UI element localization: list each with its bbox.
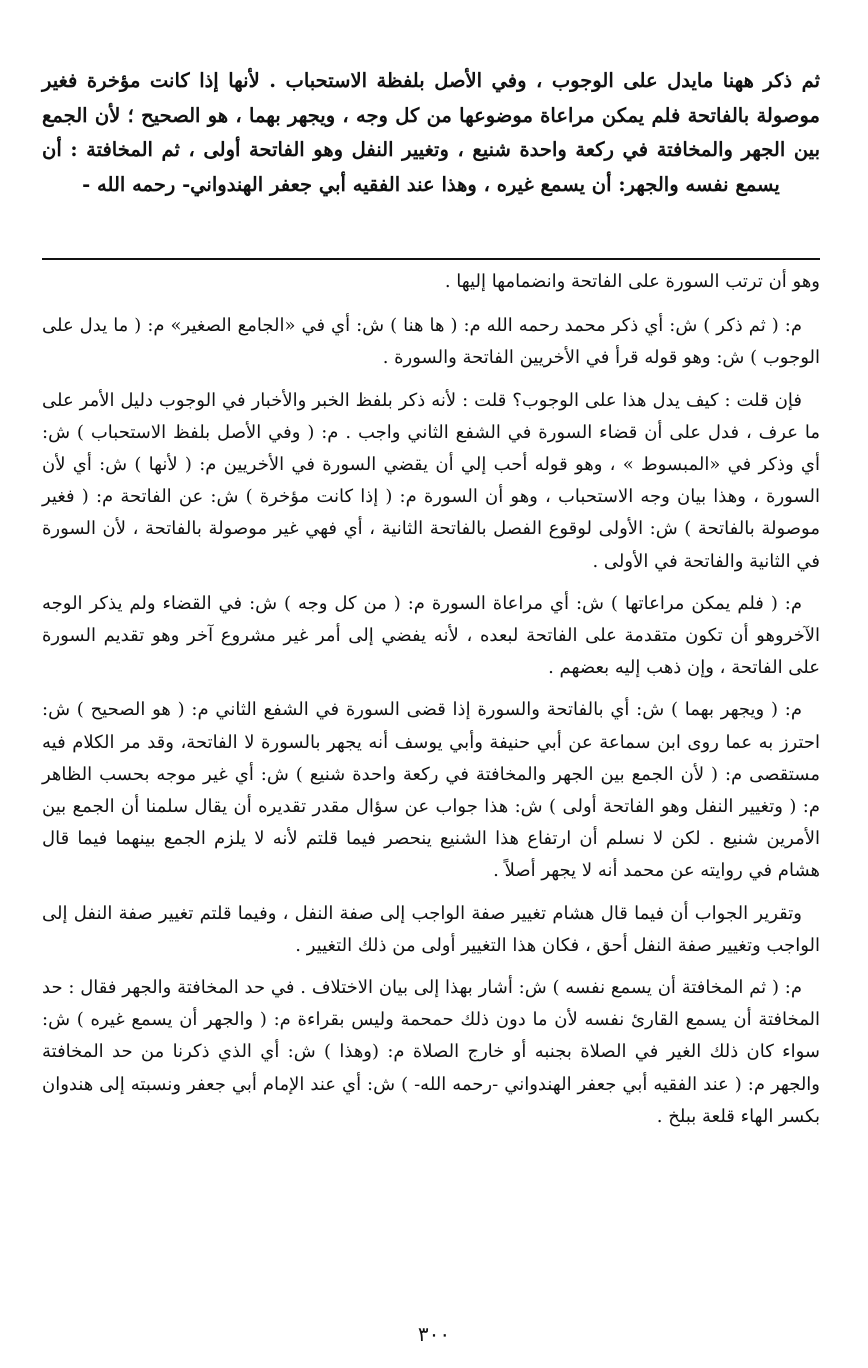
sharh-paragraph-6: م: ( ثم المخافتة أن يسمع نفسه ) ش: أشار بهذا إلى بيان الاختلاف . في حد المخافتة والجهر فقال : حد المخافتة أن يسمع القارئ نفسه لأن ما دون ذلك حمحمة وليس بقراءة م: ( والجهر أن يسمع غيره ) ش: سواء كان ذلك الغير في الصلاة بجنبه أو خارج الصلاة م: (وهذا ) ش: أي الذي ذكرنا من حد المخافتة والجهر م: ( عند الفقيه أبي جعفر الهندواني -رحمه الله- ) ش: أي عند الإمام أبي جعفر ونسبته إلى هندوان بكسر الهاء قلعة ببلخ .	[42, 977, 820, 1127]
sharh-paragraph-5: وتقرير الجواب أن فيما قال هشام تغيير صفة الواجب إلى صفة النفل ، وفيما قلتم تغيير صفة النفل إلى الواجب وتغيير صفة النفل أحق ، فكان هذا التغيير أولى من ذلك التغيير .	[42, 902, 820, 956]
sharh-paragraph-4: م: ( ويجهر بهما ) ش: أي بالفاتحة والسورة إذا قضى السورة في الشفع الثاني م: ( هو الصحيح ) ش: احترز به عما روى ابن سماعة عن أبي حنيفة وأبي يوسف أنه يجهر بالسورة لا الفاتحة، وقد مر الكلام فيه مستقصى م: ( لأن الجمع بين الجهر والمخافتة في ركعة واحدة شنيع ) ش: أي غير موجه بحسب الظاهر م: ( وتغيير النفل وهو الفاتحة أولى ) ش: هذا جواب عن سؤال مقدر تقديره أن يقال سلمنا أن الجمع بين الأمرين شنيع . لكن لا نسلم أن ارتفاع هذا الشنيع ينحصر فيما قلتم لأنه لا يلزم الجمع بينهما فيما قال هشام في روايته عن محمد أنه لا يجهر أصلاً .	[42, 699, 820, 882]
page-number: ٣٠٠	[417, 1322, 451, 1346]
sharh-text-block	[42, 266, 820, 1143]
sharh-paragraph-1: م: ( ثم ذكر ) ش: أي ذكر محمد رحمه الله م: ( ها هنا ) ش: أي في «الجامع الصغير» م: ( ما يدل على الوجوب ) ش: وهو قوله قرأ في الأخريين الفاتحة والسورة .	[42, 315, 820, 369]
separator-line	[42, 258, 820, 260]
matn-paragraph: ثم ذكر ههنا مايدل على الوجوب ، وفي الأصل بلفظة الاستحباب . لأنها إذا كانت مؤخرة فغير موصولة بالفاتحة فلم يمكن مراعاة موضوعها من كل وجه ، ويجهر بهما ، هو الصحيح ؛ لأن الجمع بين الجهر والمخافتة في ركعة واحدة شنيع ، وتغيير النفل وهو الفاتحة أولى ، ثم المخافتة : أن يسمع نفسه والجهر: أن يسمع غيره ، وهذا عند الفقيه أبي جعفر الهندواني- رحمه الله -	[42, 69, 820, 196]
sharh-paragraph-0: وهو أن ترتب السورة على الفاتحة وانضمامها إليها .	[444, 271, 820, 292]
sharh-paragraph-3: م: ( فلم يمكن مراعاتها ) ش: أي مراعاة السورة م: ( من كل وجه ) ش: في القضاء ولم يذكر الوجه الآخروهو أن تكون متقدمة على الفاتحة لبعده ، لأنه يفضي إلى أمر غير مشروع آخر وهو تقديم السورة على الفاتحة ، وإن ذهب إليه بعضهم .	[42, 592, 820, 679]
sharh-paragraph-2: فإن قلت : كيف يدل هذا على الوجوب؟ قلت : لأنه ذكر بلفظ الخبر والأخبار في الوجوب دليل الأمر على ما عرف ، فدل على أن قضاء السورة في الشفع الثاني واجب . م: ( وفي الأصل بلفظ الاستحباب ) ش: أي وذكر في «المبسوط » ، وهو قوله أحب إلي أن يقضي السورة في الأخريين م: ( لأنها ) ش: أي لأن السورة ، وهذا بيان وجه الاستحباب ، وهو أن السورة م: ( إذا كانت مؤخرة ) ش: عن الفاتحة م: ( فغير موصولة بالفاتحة ) ش: الأولى لوقوع الفصل بالفاتحة الثانية ، أي فهي غير موصولة بالفاتحة ، لأن السورة في الثانية والفاتحة في الأولى .	[42, 389, 820, 572]
matn-text-block	[42, 64, 820, 202]
